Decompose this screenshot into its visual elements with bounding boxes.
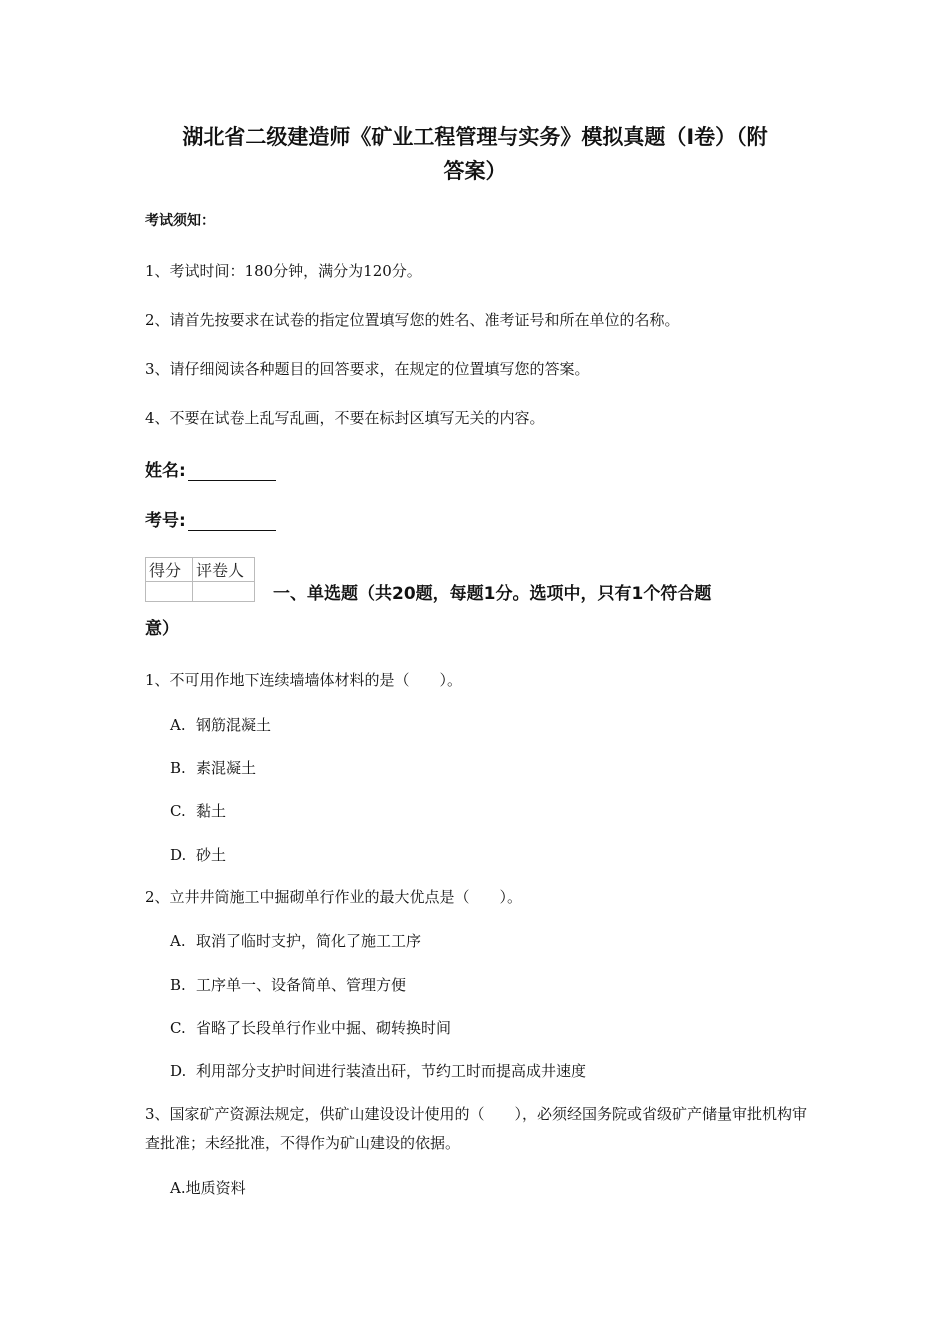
- option: [170, 974, 406, 995]
- option-text: 工序单一、设备简单、管理方便: [196, 976, 407, 994]
- option-text: 地质资料: [185, 1179, 246, 1197]
- option-text: 钢筋混凝土: [196, 716, 272, 734]
- option-text: 利用部分支护时间进行装渣出矸，节约工时而提高成井速度: [196, 1062, 587, 1080]
- section-heading-line-2: 意）: [145, 619, 179, 639]
- option: [170, 1177, 246, 1198]
- option: [170, 757, 256, 778]
- option: [170, 844, 226, 865]
- option: [170, 930, 421, 951]
- page-title: [145, 120, 805, 188]
- notice-item: 2、请首先按要求在试卷的指定位置填写您的姓名、准考证号和所在单位的名称。: [145, 311, 680, 329]
- option-key: A.: [170, 716, 186, 734]
- option-key: A.: [170, 932, 186, 950]
- exam-id-label: 考号:: [145, 511, 186, 531]
- option-key: B.: [170, 976, 186, 994]
- section-heading-line-1: 一、单选题（共20题，每题1分。选项中，只有1个符合题: [273, 584, 712, 604]
- notice-item: 3、请仔细阅读各种题目的回答要求，在规定的位置填写您的答案。: [145, 360, 590, 378]
- option: [170, 1060, 586, 1081]
- option: [170, 1017, 451, 1038]
- question-text: 1、不可用作地下连续墙墙体材料的是（ ）。: [145, 671, 463, 689]
- option: [170, 800, 226, 821]
- option-key: C.: [170, 802, 186, 820]
- score-header: 得分: [146, 558, 193, 582]
- option-key: A.: [170, 1179, 186, 1197]
- grader-header: 评卷人: [193, 558, 255, 582]
- notice-item: 4、不要在试卷上乱写乱画，不要在标封区填写无关的内容。: [145, 409, 545, 427]
- option-key: C.: [170, 1019, 186, 1037]
- notice-heading: 考试须知：: [145, 213, 215, 229]
- section-heading: [145, 577, 805, 647]
- title-line-2: 答案）: [443, 159, 507, 183]
- option-text: 黏土: [196, 802, 227, 820]
- name-label: 姓名:: [145, 461, 186, 481]
- option-key: D.: [170, 846, 187, 864]
- option-text: 省略了长段单行作业中掘、砌转换时间: [196, 1019, 452, 1037]
- option-text: 砂土: [196, 846, 227, 864]
- option: [170, 714, 271, 735]
- exam-id-blank[interactable]: [188, 512, 276, 531]
- title-line-1: 湖北省二级建造师《矿业工程管理与实务》模拟真题（I卷）（附: [182, 125, 768, 149]
- option-key: B.: [170, 759, 186, 777]
- question-text: 2、立井井筒施工中掘砌单行作业的最大优点是（ ）。: [145, 888, 523, 906]
- name-blank[interactable]: [188, 462, 276, 481]
- exam-id-field: [145, 506, 276, 531]
- option-text: 取消了临时支护，简化了施工工序: [196, 932, 422, 950]
- question-text: 3、国家矿产资源法规定，供矿山建设设计使用的（ ），必须经国务院或省级矿产储量审批机构审查批准；未经批准，不得作为矿山建设的依据。: [145, 1105, 808, 1152]
- name-field: [145, 456, 276, 481]
- option-key: D.: [170, 1062, 187, 1080]
- notice-item: 1、考试时间：180分钟，满分为120分。: [145, 262, 422, 280]
- option-text: 素混凝土: [196, 759, 257, 777]
